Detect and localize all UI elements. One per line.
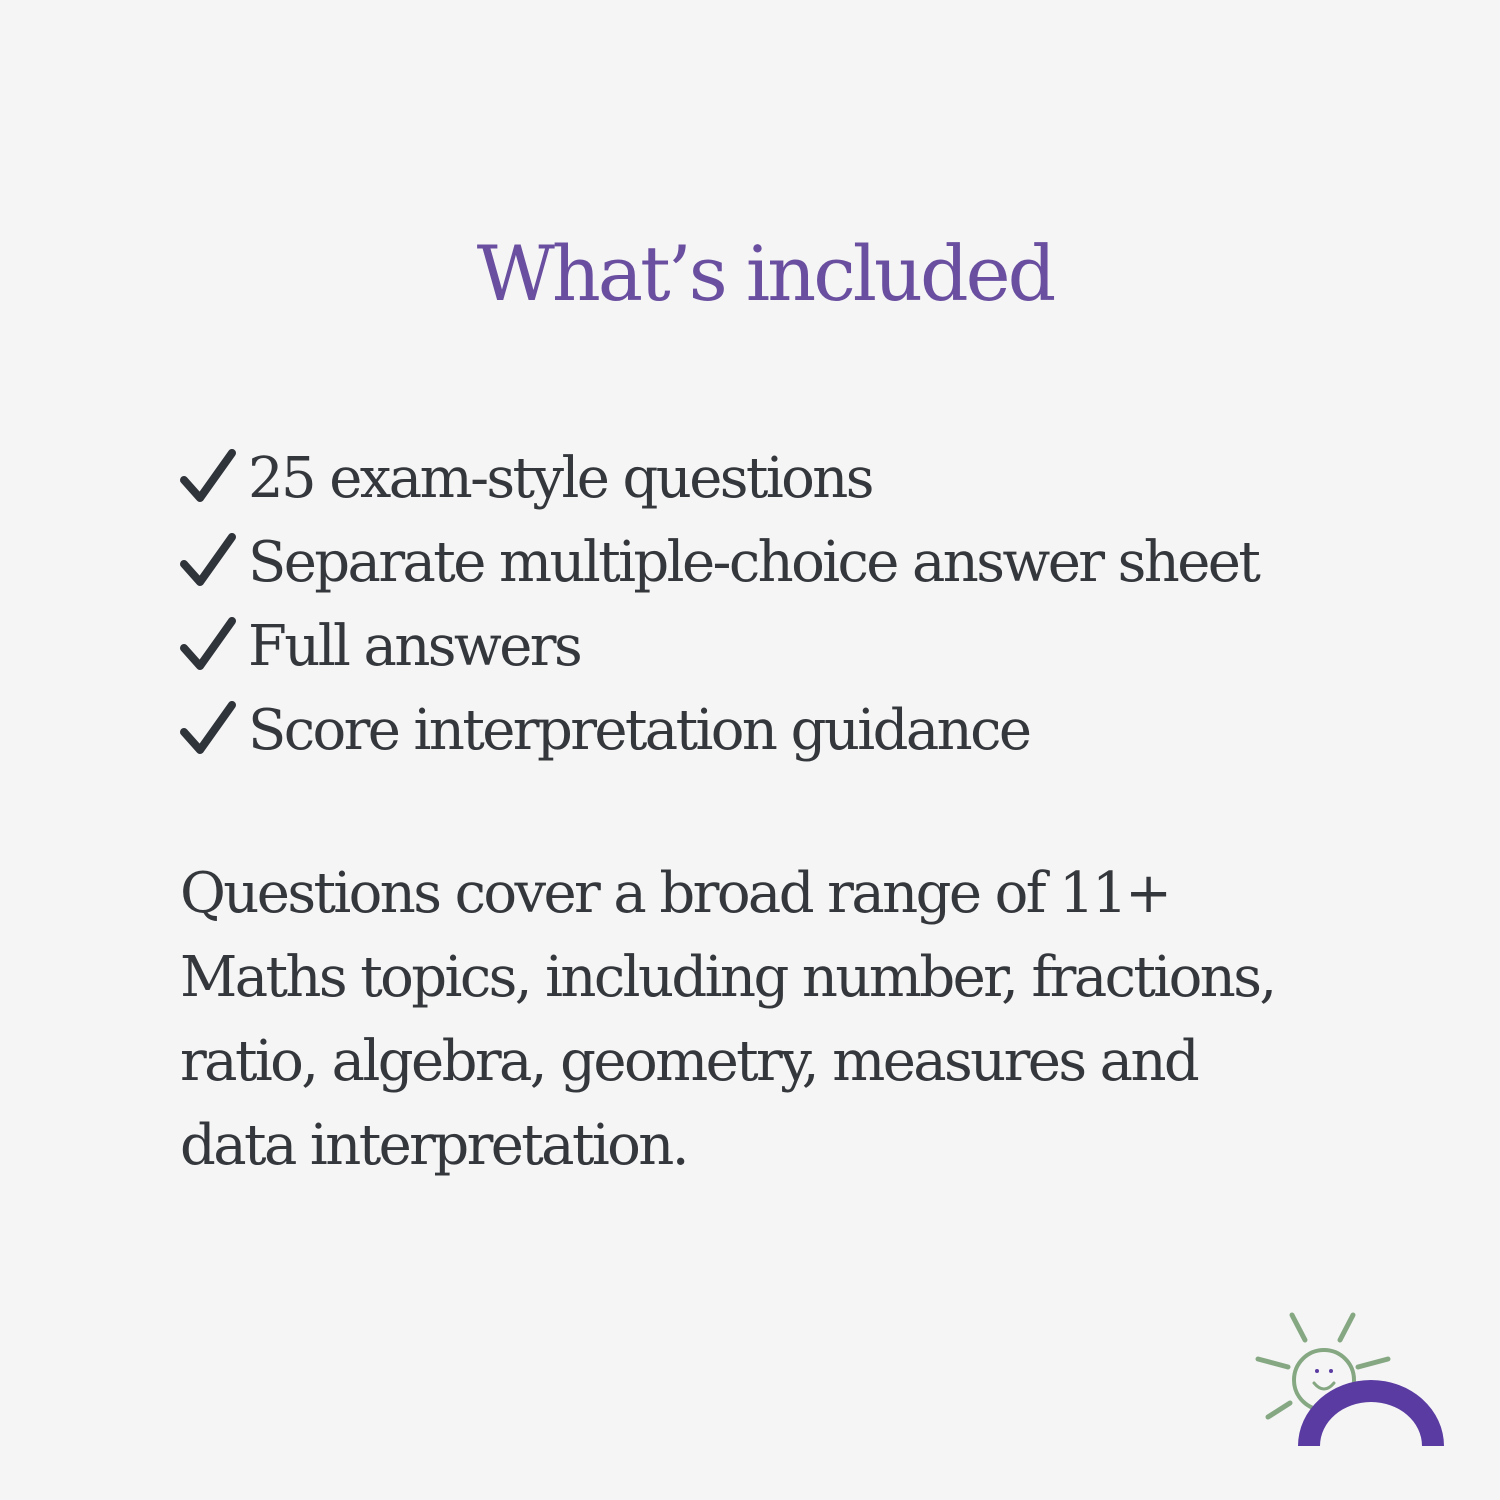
page-title: What’s included: [476, 229, 1054, 318]
checklist-item: [178, 688, 1258, 772]
checklist-item-label: 25 exam-style questions: [248, 445, 872, 511]
checklist-item: [178, 436, 1258, 520]
check-icon: [178, 447, 240, 509]
checklist-item: [178, 604, 1258, 688]
checklist-item-label: Full answers: [248, 613, 581, 679]
check-icon: [178, 699, 240, 761]
smiling-sun-rainbow-logo: [1248, 1305, 1453, 1455]
included-checklist: [178, 436, 1258, 772]
checklist-item: [178, 520, 1258, 604]
description-paragraph: Questions cover a broad range of 11+ Maths topics, including number, fractions, ratio, algebra, geometry, measures and data interpretation.: [180, 861, 1275, 1178]
check-icon: [178, 531, 240, 593]
check-icon: [178, 615, 240, 677]
checklist-item-label: Separate multiple-choice answer sheet: [248, 529, 1259, 595]
checklist-item-label: Score interpretation guidance: [248, 697, 1030, 763]
